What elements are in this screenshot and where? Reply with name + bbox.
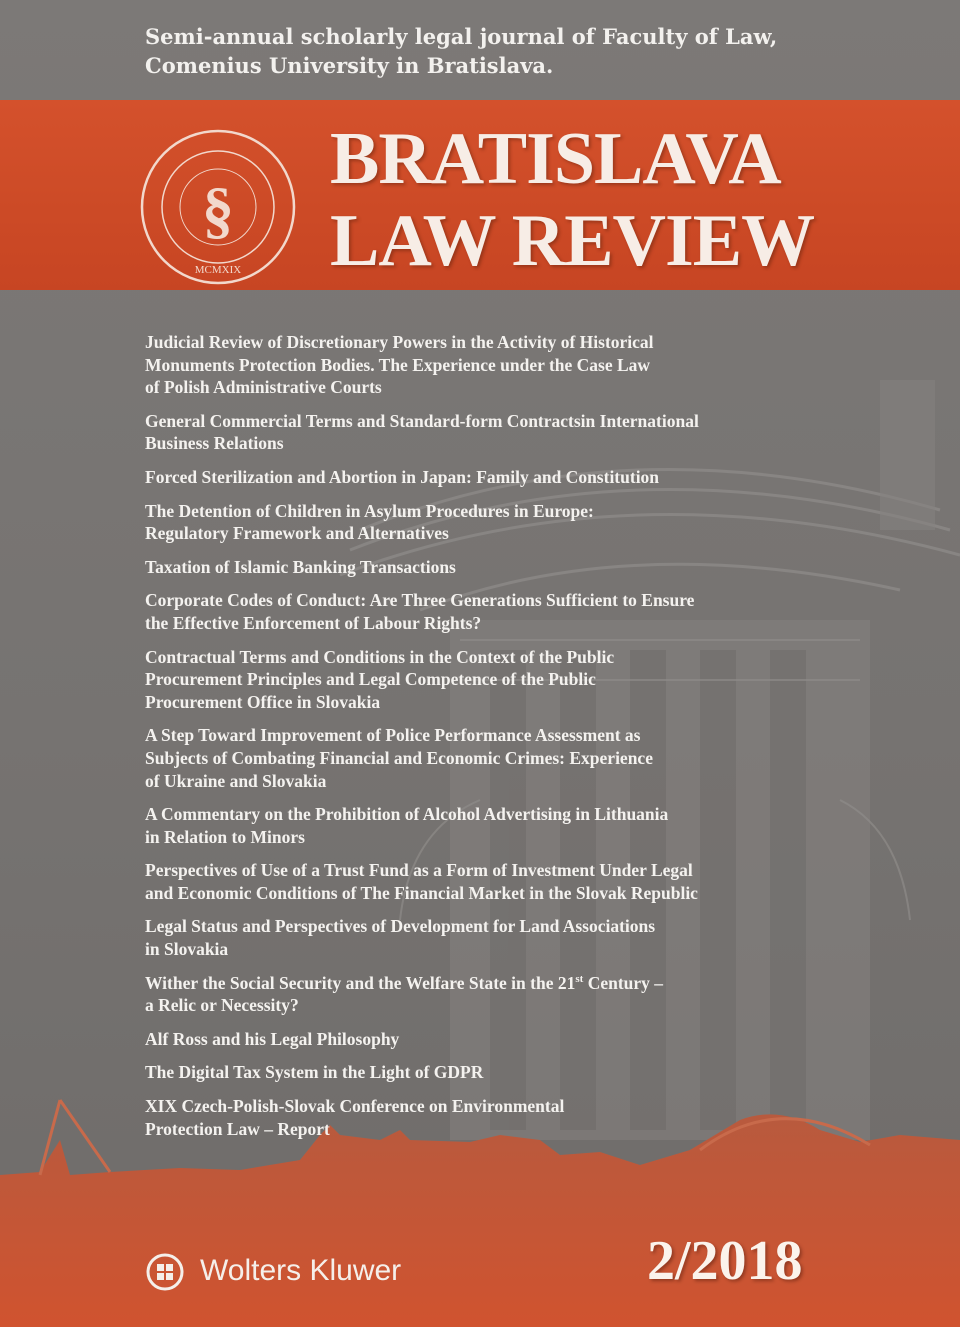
- article-title: Judicial Review of Discretionary Powers in the Activity of Historical Monuments Protection Bodies. The Experience under the Case Law of Polish Administrative Courts: [145, 332, 654, 398]
- article-title: Corporate Codes of Conduct: Are Three Generations Sufficient to Ensure the Effective Enforcement of Labour Rights?: [145, 590, 695, 633]
- journal-subtitle: [145, 22, 777, 80]
- article-title: Legal Status and Perspectives of Development for Land Associations in Slovakia: [145, 916, 656, 960]
- subtitle-line-1: Semi-annual scholarly legal journal of Faculty of Law,: [145, 24, 778, 49]
- article-title-part-1: Wither the Social Security and the Welfare State in the 21: [145, 972, 576, 993]
- table-of-contents: [145, 331, 785, 1151]
- title-line-1: BRATISLAVA: [330, 118, 781, 200]
- subtitle-line-2: Comenius University in Bratislava.: [145, 53, 554, 78]
- article-title: [145, 972, 785, 1017]
- title-line-2: LAW REVIEW: [330, 200, 815, 282]
- section-symbol: §: [202, 174, 234, 245]
- article-title-part-2: Century – a Relic or Necessity?: [145, 972, 664, 1016]
- university-seal-icon: [138, 127, 298, 287]
- publisher-name: Wolters Kluwer: [200, 1254, 402, 1287]
- article-title: XIX Czech-Polish-Slovak Conference on Environmental Protection Law – Report: [145, 1096, 565, 1139]
- wolters-kluwer-logo-icon: [145, 1252, 185, 1292]
- article-title: Taxation of Islamic Banking Transactions: [145, 556, 456, 577]
- article-title: The Detention of Children in Asylum Procedures in Europe: Regulatory Framework and Alternatives: [145, 500, 594, 544]
- article-title: The Digital Tax System in the Light of GDPR: [145, 1062, 484, 1083]
- article-title: Contractual Terms and Conditions in the Context of the Public Procurement Principles and Legal Competence of the Public Procurement Office in Slovakia: [145, 646, 615, 712]
- journal-title: [330, 118, 814, 282]
- article-title: Alf Ross and his Legal Philosophy: [145, 1028, 400, 1049]
- article-title: General Commercial Terms and Standard-form Contractsin International Business Relations: [145, 410, 699, 454]
- article-title: Perspectives of Use of a Trust Fund as a Form of Investment Under Legal and Economic Conditions of The Financial Market in the Slovak Republic: [145, 860, 698, 903]
- article-title: A Step Toward Improvement of Police Performance Assessment as Subjects of Combating Financial and Economic Crimes: Experience of Ukraine and Slovakia: [145, 725, 653, 791]
- ordinal-suffix: st: [575, 972, 584, 985]
- article-title: Forced Sterilization and Abortion in Japan: Family and Constitution: [145, 466, 660, 487]
- issue-number: 2/2018: [647, 1230, 803, 1292]
- seal-year: MCMXIX: [194, 264, 242, 276]
- article-title: A Commentary on the Prohibition of Alcohol Advertising in Lithuania in Relation to Minors: [145, 804, 669, 847]
